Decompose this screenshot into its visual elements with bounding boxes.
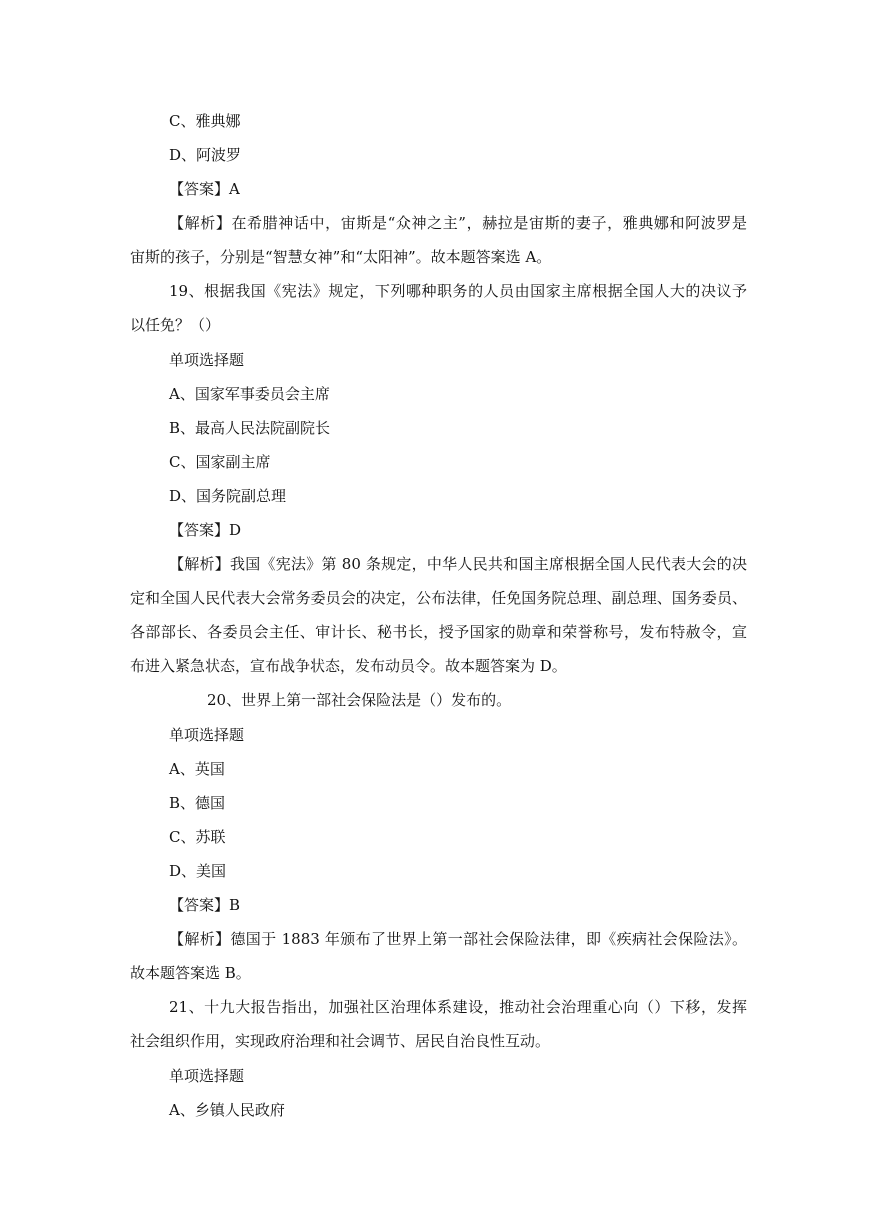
q19-analysis-line-4: 布进入紧急状态，宣布战争状态，发布动员令。故本题答案为 D。 bbox=[130, 657, 567, 675]
q19-option-a: A、国家军事委员会主席 bbox=[169, 385, 330, 403]
q21-option-a: A、乡镇人民政府 bbox=[169, 1101, 285, 1119]
q18-analysis-line-1: 【解析】在希腊神话中，宙斯是“众神之主”，赫拉是宙斯的妻子，雅典娜和阿波罗是 bbox=[169, 214, 747, 232]
q20-type: 单项选择题 bbox=[169, 726, 245, 744]
q20-option-c: C、苏联 bbox=[169, 828, 226, 846]
q19-analysis-line-2: 定和全国人民代表大会常务委员会的决定，公布法律，任免国务院总理、副总理、国务委员、 bbox=[130, 589, 747, 607]
q20-analysis-line-2: 故本题答案选 B。 bbox=[130, 964, 251, 982]
q21-type: 单项选择题 bbox=[169, 1067, 245, 1085]
q19-analysis-line-3: 各部部长、各委员会主任、审计长、秘书长，授予国家的勋章和荣誉称号，发布特赦令，宣 bbox=[130, 623, 747, 641]
q18-option-d: D、阿波罗 bbox=[169, 146, 242, 164]
q20-option-b: B、德国 bbox=[169, 794, 226, 812]
q18-analysis-line-2: 宙斯的孩子，分别是“智慧女神”和“太阳神”。故本题答案选 A。 bbox=[130, 248, 552, 266]
q21-stem-line-1: 21、十九大报告指出，加强社区治理体系建设，推动社会治理重心向（）下移，发挥 bbox=[169, 998, 747, 1016]
q20-option-d: D、美国 bbox=[169, 862, 227, 880]
q18-option-c: C、雅典娜 bbox=[169, 112, 241, 130]
q19-option-c: C、国家副主席 bbox=[169, 453, 271, 471]
q20-option-a: A、英国 bbox=[169, 760, 225, 778]
q18-answer: 【答案】A bbox=[169, 180, 240, 198]
q19-answer: 【答案】D bbox=[169, 521, 242, 539]
q21-stem-line-2: 社会组织作用，实现政府治理和社会调节、居民自治良性互动。 bbox=[130, 1032, 551, 1050]
q19-type: 单项选择题 bbox=[169, 351, 245, 369]
q19-option-d: D、国务院副总理 bbox=[169, 487, 287, 505]
q19-analysis-line-1: 【解析】我国《宪法》第 80 条规定，中华人民共和国主席根据全国人民代表大会的决 bbox=[169, 555, 747, 573]
q19-stem-line-1: 19、根据我国《宪法》规定，下列哪种职务的人员由国家主席根据全国人大的决议予 bbox=[169, 282, 747, 300]
q20-analysis-line-1: 【解析】德国于 1883 年颁布了世界上第一部社会保险法律，即《疾病社会保险法》。 bbox=[169, 930, 747, 948]
q20-stem: 20、世界上第一部社会保险法是（）发布的。 bbox=[207, 691, 512, 709]
q19-stem-line-2: 以任免？（） bbox=[130, 316, 221, 334]
q19-option-b: B、最高人民法院副院长 bbox=[169, 419, 331, 437]
q20-answer: 【答案】B bbox=[169, 896, 241, 914]
